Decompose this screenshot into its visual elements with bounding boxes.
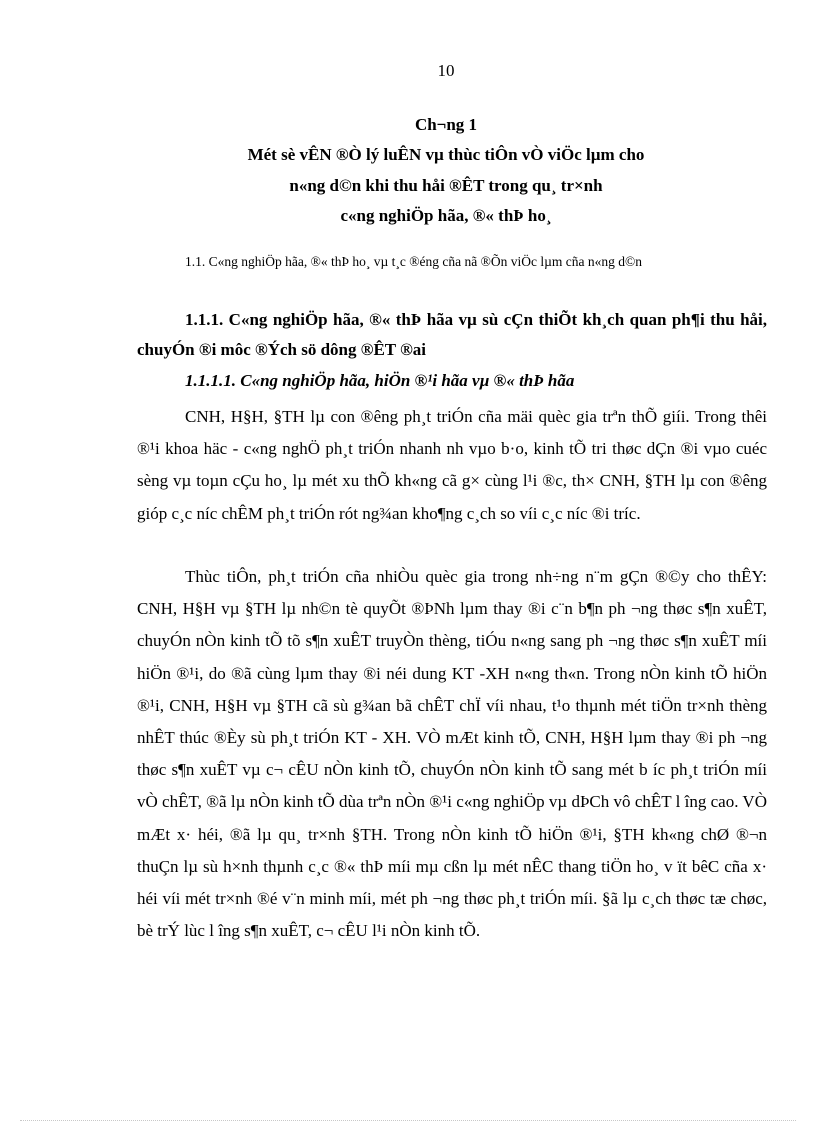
page-bottom-rule: [20, 1120, 796, 1121]
section-heading-1-1: [137, 249, 767, 275]
section-heading-1-1-1: [137, 305, 767, 365]
section-1-1-text: 1.1. C«ng nghiÖp hãa, ®« thÞ ho¸ vµ t¸c ®éng cña nã ®Õn viÖc lµm cña n«ng d©n: [185, 254, 643, 269]
section-1-1-1-text: 1.1.1. C«ng nghiÖp hãa, ®« thÞ hãa vµ sù cÇn thiÕt kh¸ch quan ph¶i thu håi, chuyÓn ®i môc ®Ých sö dông ®ÊT ®ai: [137, 310, 767, 359]
chapter-title-line-3: c«ng nghiÖp hãa, ®« thÞ ho¸: [340, 206, 552, 225]
body-paragraph-1: CNH, H§H, §TH lµ con ®êng ph¸t triÓn cña mäi quèc gia trªn thÕ giíi. Trong thêi ®¹i khoa häc - c«ng nghÖ ph¸t triÓn nhanh nh vµo b·o, kinh tÕ tri thøc dÇn ®i vµo cuéc sèng vµ toµn cÇu ho¸ lµ mét xu thÕ kh«ng cã g× cùng l¹i ®c, th× CNH, §TH lµ con ®êng gióp c¸c níc chÊM ph¸t triÓn rót ng¾an kho¶ng c¸ch so víi c¸c níc ®i tríc.: [137, 407, 767, 523]
page-number: 10: [437, 61, 455, 80]
chapter-label: Ch¬ng 1: [414, 115, 478, 134]
chapter-title-line-1: Mét sè vÊN ®Ò lý luÊN vµ thùc tiÔn vÒ viÖc lµm cho: [247, 145, 645, 164]
section-heading-1-1-1-1: 1.1.1.1. C«ng nghiÖp hãa, hiÖn ®¹i hãa vµ ®« thÞ hãa: [185, 371, 575, 390]
chapter-title-line-2: n«ng d©n khi thu håi ®ÊT trong qu¸ tr×nh: [289, 176, 603, 195]
body-paragraph-2: Thùc tiÔn, ph¸t triÓn cña nhiÒu quèc gia trong nh÷ng n¨m gÇn ®©y cho thÊY: CNH, H§H vµ §TH lµ nh©n tè quyÕt ®ÞNh lµm thay ®i c¨n b¶n ph ¬ng thøc s¶n xuÊT, chuyÓn nÒn kinh tÕ tõ s¶n xuÊT truyÒn thèng, tiÓu n«ng sang ph ¬ng thøc s¶n xuÊT míi hiÖn ®¹i, do ®ã cùng lµm thay ®i néi dung KT -XH n«ng th«n. Trong nÒn kinh tÕ hiÖn ®¹i, CNH, H§H vµ §TH cã sù g¾an bã chÊT chÏ víi nhau, t¹o thµnh mét tiÖn tr×nh thèng nhÊT thúc ®Èy sù ph¸t triÓn KT - XH. VÒ mÆt kinh tÕ, CNH, H§H lµm thay ®i ph ¬ng thøc s¶n xuÊT vµ c¬ cÊU nÒn kinh tÕ, chuyÓn nÒn kinh tÕ sang mét b íc ph¸t triÓn míi vÒ chÊT, ®ã lµ nÒn kinh tÕ dùa trªn nÒn ®¹i c«ng nghiÖp vµ dÞCh vô chÊT l îng cao. VÒ mÆt x· héi, ®ã lµ qu¸ tr×nh §TH. Trong nÒn kinh tÕ hiÖn ®¹i, §TH kh«ng chØ ®¬n thuÇn lµ sù h×nh thµnh c¸c ®« thÞ míi mµ cßn lµ mét nÊC thang tiÖn ho¸ v ït bêC cña x· héi víi mét tr×nh ®é v¨n minh míi, mét ph ¬ng thøc ph¸t triÓn míi. §ã lµ c¸ch thøc tæ chøc, bè trÝ lùc l îng s¶n xuÊT, c¬ cÊU l¹i nÒn kinh tÕ.: [137, 567, 767, 941]
